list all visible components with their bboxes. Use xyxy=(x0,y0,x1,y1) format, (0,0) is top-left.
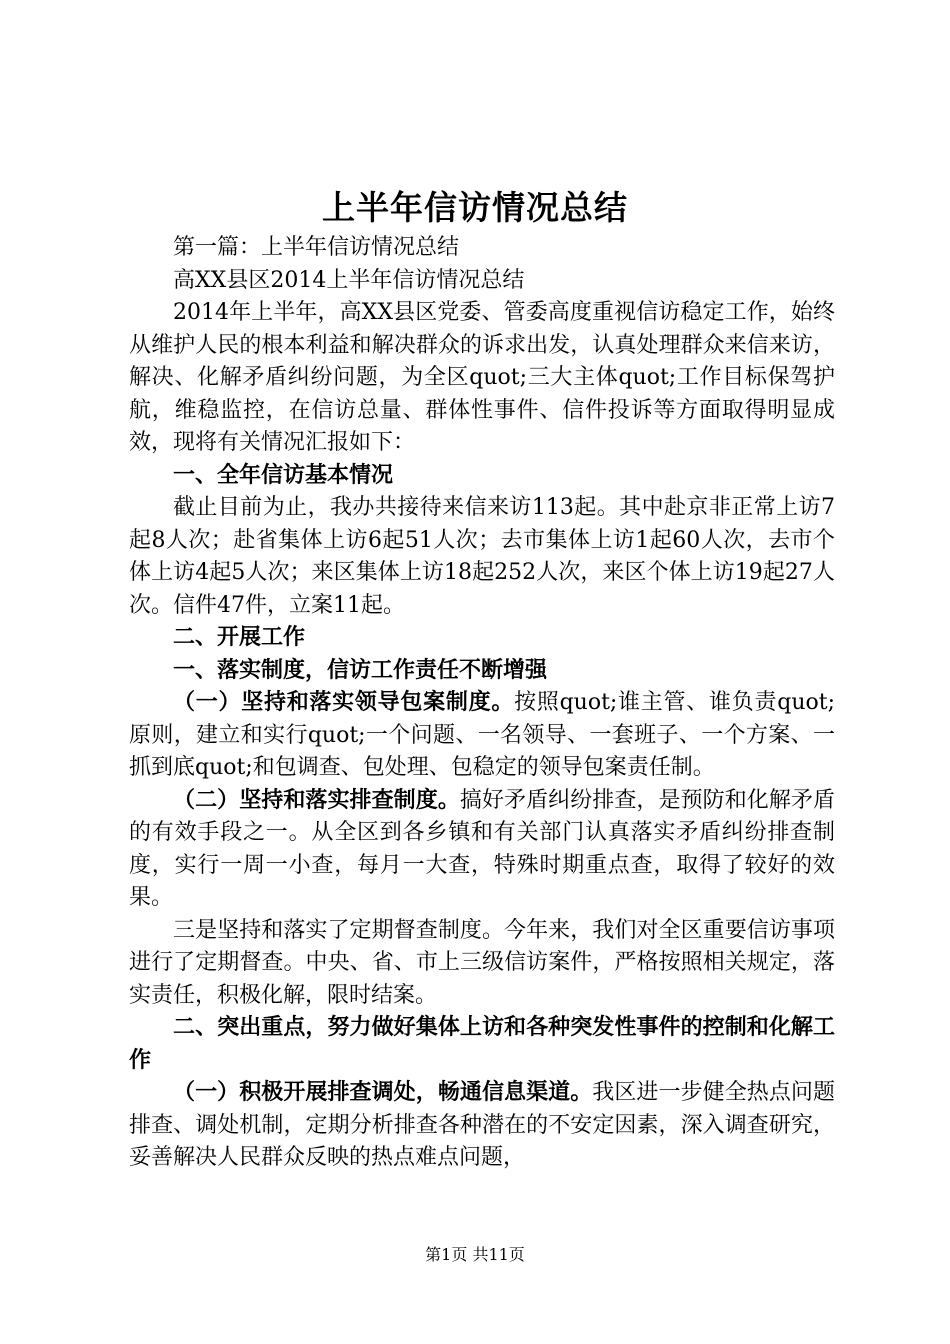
section-heading-2: 二、开展工作 xyxy=(173,625,306,650)
item-2-lead: （二）坚持和落实排查制度。 xyxy=(173,787,460,813)
page-number: 第1页 共11页 xyxy=(425,1245,525,1264)
section-heading-3: 一、落实制度，信访工作责任不断增强 xyxy=(173,657,548,683)
item-3-paragraph: 三是坚持和落实了定期督查制度。今年来，我们对全区重要信访事项进行了定期督查。中央、省、市上三级信访案件，严格按照相关规定，落实责任，积极化解，限时结案。 xyxy=(129,917,835,1008)
item-2-text: 搞好矛盾纠纷排查，是预防和化解矛盾的有效手段之一。从全区到各乡镇和有关部门认真落实矛盾纠纷排查制度，实行一周一小查，每月一大查，特殊时期重点查，取得了较好的效果。 xyxy=(129,787,835,910)
intro-paragraph: 2014年上半年，高XX县区党委、管委高度重视信访稳定工作，始终从维护人民的根本利益和解决群众的诉求出发，认真处理群众来信来访，解决、化解矛盾纠纷问题，为全区quot;三大主体quot;工作目标保驾护航，维稳监控，在信访总量、群体性事件、信件投诉等方面取得明显成效，现将有关情况汇报如下： xyxy=(129,300,835,455)
item-4-lead: （一）积极开展排查调处，畅通信息渠道。 xyxy=(173,1080,593,1105)
subtitle-line-2: 高XX县区2014上半年信访情况总结 xyxy=(173,267,525,293)
stats-paragraph: 截止目前为止，我办共接待来信来访113起。其中赴京非正常上访7起8人次；赴省集体上访6起51人次；去市集体上访1起60人次，去市个体上访4起5人次；来区集体上访18起252人次，来区个体上访19起27人次。信件47件，立案11起。 xyxy=(129,495,835,618)
item-2-paragraph xyxy=(129,785,835,915)
item-4-paragraph xyxy=(129,1077,835,1175)
item-4-text: 我区进一步健全热点问题排查、调处机制，定期分析排查各种潜在的不安定因素，深入调查研究，妥善解决人民群众反映的热点难点问题， xyxy=(129,1080,835,1170)
subtitle-line-1: 第一篇：上半年信访情况总结 xyxy=(173,235,460,260)
section-heading-4: 二、突出重点，努力做好集体上访和各种突发性事件的控制和化解工作 xyxy=(129,1015,835,1073)
section-heading-1: 一、全年信访基本情况 xyxy=(173,462,394,488)
item-1-lead: （一）坚持和落实领导包案制度。 xyxy=(173,690,515,715)
item-1-text: 按照quot;谁主管、谁负责quot;原则，建立和实行quot;一个问题、一名领导、一套班子、一个方案、一抓到底quot;和包调查、包处理、包稳定的领导包案责任制。 xyxy=(129,690,835,780)
document-body xyxy=(129,232,835,1175)
document-title: 上半年信访情况总结 xyxy=(322,188,628,227)
item-1-paragraph xyxy=(129,687,835,785)
